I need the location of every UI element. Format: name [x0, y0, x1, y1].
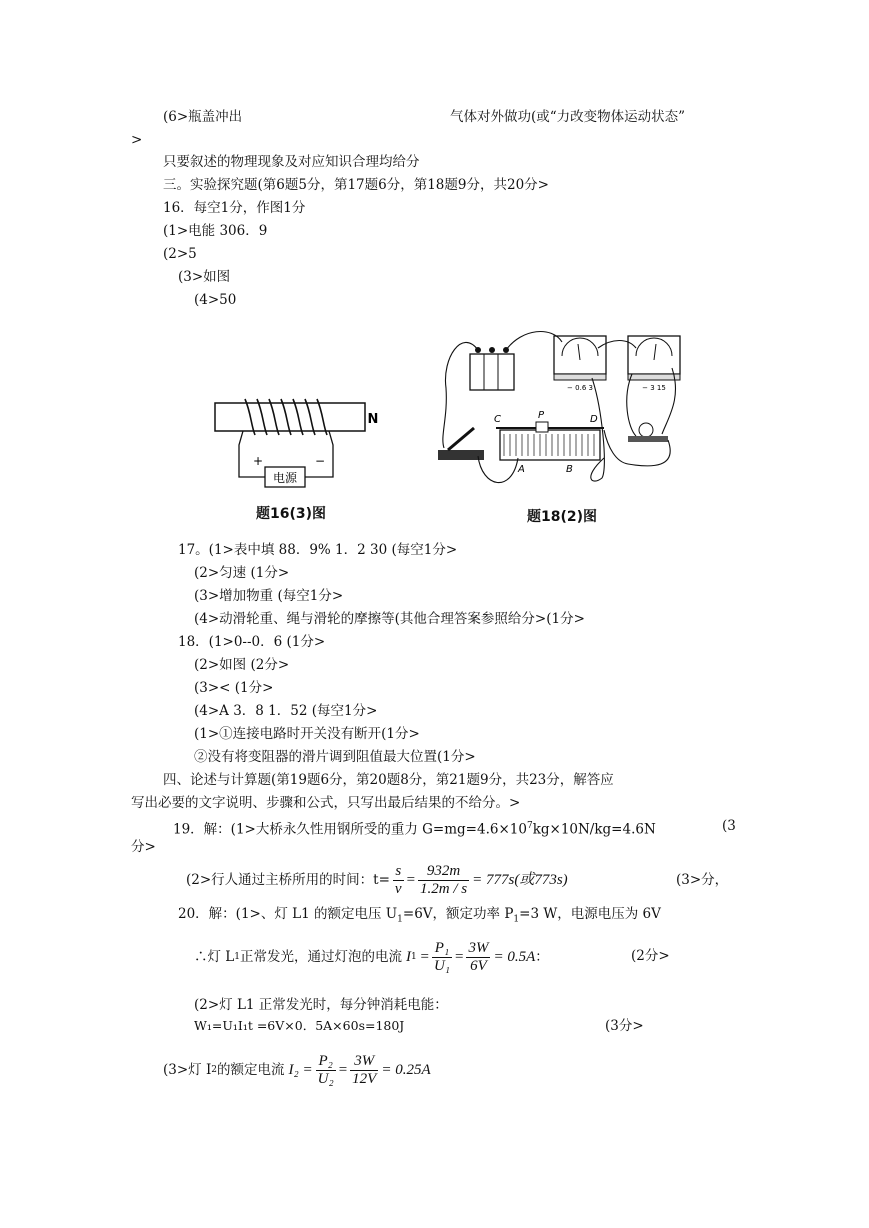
- q20-part2: (2>灯 L1 正常发光时，每分钟消耗电能：: [194, 997, 448, 1013]
- q18-part2: (2>如图 (2分>: [194, 657, 290, 673]
- q20-part2-equation: W₁=U₁I₁t =6V×0．5A×60s=180J: [194, 1018, 405, 1033]
- q19-part1-score: (3: [722, 818, 736, 834]
- ammeter-scale: − 0.6 3: [567, 384, 593, 392]
- q17-part2: (2>匀速 (1分>: [194, 565, 290, 581]
- minus-terminal: −: [314, 454, 326, 468]
- q16-part4: (4>50: [194, 292, 237, 308]
- label-b: B: [566, 464, 573, 475]
- q19-part2: (2>行人通过主桥所用的时间：t= $\frac{s}{v}$ = $\frac{932m}{1.2m / s}$ = 777s(或773s): [186, 862, 568, 897]
- q19-part1-score-cont: 分>: [131, 839, 156, 855]
- north-pole-label: N: [367, 412, 379, 427]
- power-source-label: 电源: [272, 471, 298, 485]
- iron-core: [215, 403, 365, 431]
- q17-part3: (3>增加物重 (每空1分>: [194, 588, 344, 604]
- q20-part1-equation: ∴灯 L 1 正常发光，通过灯泡的电流 I 1 = $\frac{\text{P₁}}{\text{U₁}}$ = $\frac{3W}{6V}$ = 0.5A ：: [194, 939, 549, 974]
- q16-heading: 16．每空1分，作图1分: [163, 200, 306, 216]
- q20-part1-score: (2分>: [631, 948, 670, 964]
- section-four-heading-cont: 写出必要的文字说明、步骤和公式，只写出最后结果的不给分。>: [131, 795, 521, 811]
- plus-terminal: +: [252, 454, 264, 468]
- section-four-heading: 四、论述与计算题(第19题6分，第20题8分，第21题9分，共23分，解答应: [163, 772, 614, 788]
- figure-18-caption: 题18(2)图: [527, 509, 598, 525]
- rheostat-icon: [496, 422, 604, 460]
- q16-part2: (2>5: [163, 246, 197, 262]
- q20-part3: (3>灯 I 2 的额定电流 I₂ = $\frac{\text{P₂}}{\text{U₂}}$ = $\frac{3W}{12V}$ = 0.25A: [163, 1052, 431, 1087]
- switch-icon: [438, 428, 484, 460]
- answer-6-right: 气体对外做功(或“力改变物体运动状态”: [450, 109, 686, 125]
- label-a: A: [518, 464, 525, 475]
- q18-part5: (1>①连接电路时开关没有断开(1分>: [194, 726, 420, 742]
- q20-part1: 20．解：(1>、灯 L1 的额定电压 $U_1=6V$，额定功率 $P_1=3$ W，电源电压为 6V: [178, 906, 661, 925]
- answer-6-left: (6>瓶盖冲出: [163, 109, 243, 125]
- coil-windings: [245, 399, 327, 435]
- label-p: P: [538, 410, 545, 421]
- q16-part3: (3>如图: [178, 269, 231, 285]
- q20-part2-score: (3分>: [605, 1018, 644, 1034]
- figure-16-solenoid: [205, 395, 385, 495]
- label-d: D: [590, 414, 598, 425]
- label-c: C: [494, 414, 501, 425]
- q18-part1: 18．(1>0--0．6 (1分>: [178, 634, 326, 650]
- battery-icon: [470, 347, 514, 390]
- q18-part3: (3>< (1分>: [194, 680, 274, 696]
- q18-part4: (4>A 3．8 1．52 (每空1分>: [194, 703, 378, 719]
- section-three-heading: 三。实验探究题(第6题5分，第17题6分，第18题9分，共20分>: [163, 177, 549, 193]
- voltmeter-scale: − 3 15: [642, 384, 666, 392]
- q19-part1: 19．解：(1>大桥永久性用钢所受的重力 $G=mg=4.6\times 10^7kg\times 10N/kg=4.6N$: [173, 821, 656, 838]
- ammeter-icon: [554, 336, 606, 392]
- voltmeter-icon: [628, 336, 680, 392]
- q16-part1: (1>电能 306．9: [163, 223, 268, 239]
- q19-part2-score: (3>分，: [676, 872, 729, 888]
- scoring-note: 只要叙述的物理现象及对应知识合理均给分: [163, 154, 420, 170]
- q17-part1: 17。(1>表中填 88．9% 1．2 30 (每空1分>: [178, 542, 458, 558]
- q17-part4: (4>动滑轮重、绳与滑轮的摩擦等(其他合理答案参照给分>(1分>: [194, 611, 585, 627]
- q18-part6: ②没有将变阻器的滑片调到阻值最大位置(1分>: [194, 749, 476, 765]
- figure-18-circuit: [432, 318, 690, 498]
- answer-6-close: >: [131, 132, 143, 148]
- figure-16-caption: 题16(3)图: [256, 506, 327, 522]
